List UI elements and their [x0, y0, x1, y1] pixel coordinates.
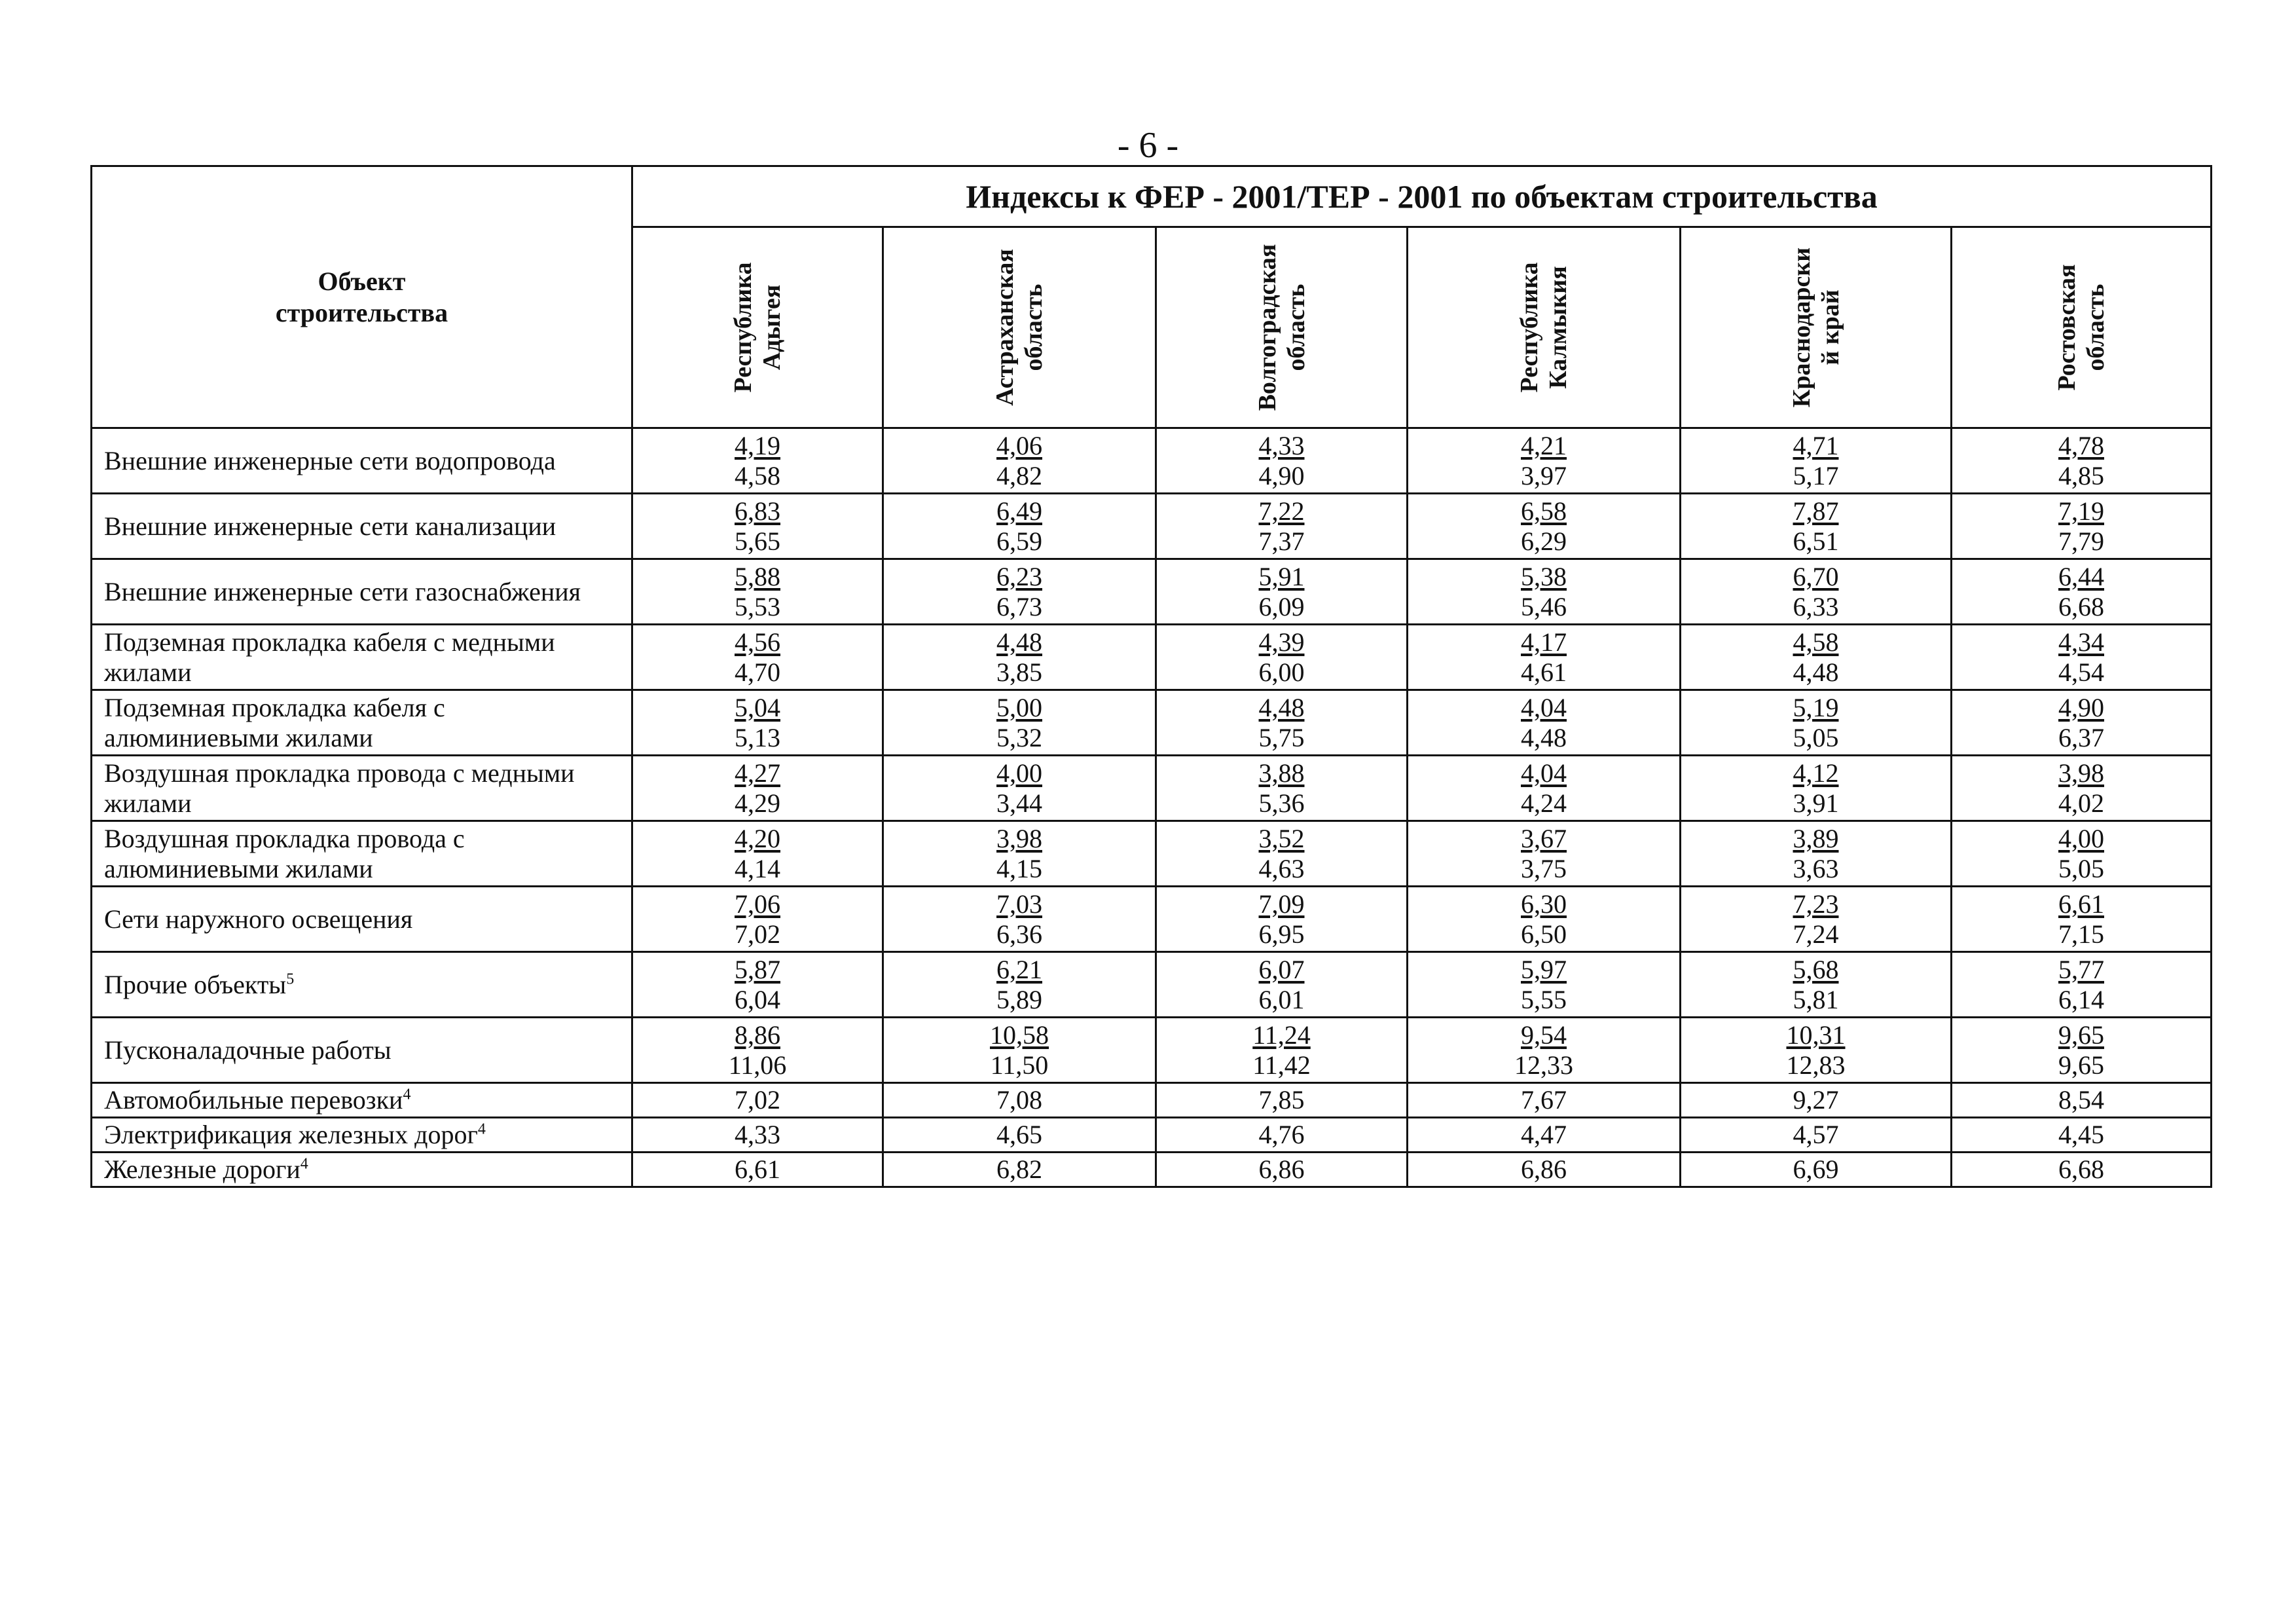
- table-row: [92, 887, 2212, 952]
- object-name: Электрификация железных дорог$^4$: [92, 1118, 632, 1153]
- index-cell: [632, 494, 883, 559]
- index-value-bottom: 4,82: [996, 460, 1042, 490]
- index-cell: [632, 887, 883, 952]
- index-value-top: 7,03: [996, 889, 1042, 919]
- index-cell: [1408, 690, 1681, 756]
- index-cell: [1408, 887, 1681, 952]
- index-value-bottom: 5,65: [735, 526, 780, 556]
- index-value-bottom: 5,13: [735, 722, 780, 752]
- table-row: [92, 690, 2212, 756]
- object-name: Внешние инженерные сети канализации: [92, 494, 632, 559]
- index-cell: [1681, 952, 1952, 1018]
- index-value-bottom: 3,75: [1521, 853, 1567, 883]
- index-value-bottom: 6,00: [1258, 657, 1305, 687]
- index-value-top: 5,87: [735, 954, 780, 984]
- index-value-top: 7,19: [2058, 496, 2104, 526]
- object-name: Прочие объекты$^5$: [92, 952, 632, 1018]
- table-row: [92, 559, 2212, 625]
- index-value-bottom: 4,48: [1521, 722, 1567, 752]
- index-value-bottom: 3,44: [996, 788, 1042, 818]
- index-value-bottom: 4,61: [1521, 657, 1567, 687]
- index-value-top: 6,49: [996, 496, 1042, 526]
- index-value-top: 5,19: [1793, 692, 1839, 722]
- index-cell: 4,76: [1156, 1118, 1408, 1153]
- index-value-top: 5,91: [1258, 561, 1305, 591]
- region-header-adygea: Республика Адыгея: [632, 227, 883, 428]
- index-cell: [632, 428, 883, 494]
- index-value-bottom: 7,15: [2058, 919, 2104, 949]
- object-name: Подземная прокладка кабеля с алюминиевыми жилами: [92, 690, 632, 756]
- index-value-bottom: 5,32: [996, 722, 1042, 752]
- index-cell: 4,33: [632, 1118, 883, 1153]
- index-cell: [1952, 428, 2212, 494]
- index-value-top: 4,00: [996, 758, 1042, 788]
- index-value-bottom: 4,02: [2058, 788, 2104, 818]
- index-value-top: 6,83: [735, 496, 780, 526]
- index-value-bottom: 7,37: [1258, 526, 1305, 556]
- index-value-top: 3,52: [1258, 823, 1305, 853]
- index-value-top: 8,86: [735, 1020, 780, 1050]
- object-name: Сети наружного освещения: [92, 887, 632, 952]
- object-name: Воздушная прокладка провода с медными жилами: [92, 756, 632, 821]
- index-value-top: 7,09: [1258, 889, 1305, 919]
- index-cell: [1408, 821, 1681, 887]
- index-cell: 6,68: [1952, 1153, 2212, 1187]
- index-value-top: 5,00: [996, 692, 1042, 722]
- index-value-top: 4,00: [2058, 823, 2104, 853]
- index-cell: [883, 690, 1156, 756]
- index-value-bottom: 4,29: [735, 788, 780, 818]
- object-name: Автомобильные перевозки$^4$: [92, 1083, 632, 1118]
- index-cell: [1156, 756, 1408, 821]
- index-cell: [1156, 428, 1408, 494]
- index-value-bottom: 3,97: [1521, 460, 1567, 490]
- index-value-top: 4,71: [1793, 430, 1839, 460]
- index-cell: [1952, 690, 2212, 756]
- index-value-bottom: 5,17: [1793, 460, 1839, 490]
- index-value-top: 4,27: [735, 758, 780, 788]
- index-cell: 9,27: [1681, 1083, 1952, 1118]
- index-value-bottom: 3,91: [1793, 788, 1839, 818]
- index-cell: [1408, 494, 1681, 559]
- index-cell: [632, 690, 883, 756]
- index-value-bottom: 4,48: [1793, 657, 1839, 687]
- index-cell: [883, 428, 1156, 494]
- index-cell: [883, 625, 1156, 690]
- index-value-top: 6,30: [1521, 889, 1567, 919]
- index-value-top: 4,04: [1521, 692, 1567, 722]
- index-cell: [632, 821, 883, 887]
- index-value-bottom: 4,90: [1258, 460, 1305, 490]
- table-row: [92, 625, 2212, 690]
- index-cell: [1408, 625, 1681, 690]
- index-cell: 6,69: [1681, 1153, 1952, 1187]
- index-cell: [1156, 887, 1408, 952]
- table-row: [92, 1153, 2212, 1187]
- index-value-bottom: 4,14: [735, 853, 780, 883]
- index-value-bottom: 6,14: [2058, 984, 2104, 1014]
- index-value-bottom: 12,83: [1786, 1050, 1846, 1080]
- index-cell: 6,61: [632, 1153, 883, 1187]
- index-value-bottom: 4,85: [2058, 460, 2104, 490]
- index-cell: [1156, 690, 1408, 756]
- index-cell: [883, 559, 1156, 625]
- index-cell: [632, 625, 883, 690]
- index-cell: 7,02: [632, 1083, 883, 1118]
- table-row: [92, 1083, 2212, 1118]
- index-cell: [1681, 559, 1952, 625]
- index-value-bottom: 6,01: [1258, 984, 1305, 1014]
- index-cell: [1952, 952, 2212, 1018]
- object-column-header: [92, 166, 632, 428]
- footnote-mark: 4: [477, 1120, 486, 1138]
- index-value-top: 6,61: [2058, 889, 2104, 919]
- object-name: Воздушная прокладка провода с алюминиевыми жилами: [92, 821, 632, 887]
- table-row: [92, 494, 2212, 559]
- index-value-top: 7,06: [735, 889, 780, 919]
- index-value-bottom: 5,05: [2058, 853, 2104, 883]
- table-row: [92, 952, 2212, 1018]
- index-value-bottom: 5,81: [1793, 984, 1839, 1014]
- index-value-bottom: 6,68: [2058, 591, 2104, 621]
- index-value-top: 5,68: [1793, 954, 1839, 984]
- index-cell: [632, 559, 883, 625]
- index-value-bottom: 5,05: [1793, 722, 1839, 752]
- index-value-top: 4,20: [735, 823, 780, 853]
- index-value-bottom: 6,59: [996, 526, 1042, 556]
- index-cell: 6,86: [1156, 1153, 1408, 1187]
- object-name: Внешние инженерные сети водопровода: [92, 428, 632, 494]
- index-cell: [1681, 428, 1952, 494]
- index-value-top: 5,97: [1521, 954, 1567, 984]
- index-value-bottom: 7,24: [1793, 919, 1839, 949]
- index-cell: [632, 756, 883, 821]
- index-cell: [1681, 756, 1952, 821]
- index-value-bottom: 6,37: [2058, 722, 2104, 752]
- index-value-bottom: 4,15: [996, 853, 1042, 883]
- index-value-top: 4,04: [1521, 758, 1567, 788]
- object-name: Пусконаладочные работы: [92, 1018, 632, 1083]
- index-value-top: 10,58: [990, 1020, 1049, 1050]
- index-value-bottom: 4,70: [735, 657, 780, 687]
- object-header-line-2: строительства: [275, 297, 448, 327]
- index-cell: [1952, 756, 2212, 821]
- index-cell: 4,45: [1952, 1118, 2212, 1153]
- region-header-kalmykia: Республика Калмыкия: [1408, 227, 1681, 428]
- index-value-bottom: 6,33: [1793, 591, 1839, 621]
- region-header-krasnodar: Краснодарски й край: [1681, 227, 1952, 428]
- index-cell: [1681, 625, 1952, 690]
- index-value-top: 3,98: [2058, 758, 2104, 788]
- index-value-bottom: 5,53: [735, 591, 780, 621]
- index-value-top: 6,21: [996, 954, 1042, 984]
- index-value-bottom: 6,51: [1793, 526, 1839, 556]
- index-cell: [1156, 494, 1408, 559]
- index-cell: [1408, 952, 1681, 1018]
- index-value-bottom: 11,42: [1252, 1050, 1311, 1080]
- object-name: Внешние инженерные сети газоснабжения: [92, 559, 632, 625]
- index-value-bottom: 12,33: [1514, 1050, 1573, 1080]
- index-cell: 4,65: [883, 1118, 1156, 1153]
- index-value-top: 4,58: [1793, 627, 1839, 657]
- index-cell: [883, 887, 1156, 952]
- index-cell: [1952, 821, 2212, 887]
- index-value-top: 6,44: [2058, 561, 2104, 591]
- index-value-top: 6,70: [1793, 561, 1839, 591]
- index-value-bottom: 3,63: [1793, 853, 1839, 883]
- index-cell: [1681, 821, 1952, 887]
- page-number: - 6 -: [1117, 125, 1179, 166]
- index-value-bottom: 6,50: [1521, 919, 1567, 949]
- index-value-bottom: 4,63: [1258, 853, 1305, 883]
- index-value-bottom: 7,79: [2058, 526, 2104, 556]
- index-value-bottom: 6,09: [1258, 591, 1305, 621]
- index-value-top: 4,21: [1521, 430, 1567, 460]
- index-cell: [1408, 756, 1681, 821]
- index-value-bottom: 6,36: [996, 919, 1042, 949]
- index-value-top: 7,23: [1793, 889, 1839, 919]
- index-value-bottom: 4,24: [1521, 788, 1567, 818]
- index-value-bottom: 5,75: [1258, 722, 1305, 752]
- index-value-bottom: 3,85: [996, 657, 1042, 687]
- index-value-top: 4,39: [1258, 627, 1305, 657]
- table-row: [92, 821, 2212, 887]
- region-header-rostov: Ростовская область: [1952, 227, 2212, 428]
- index-value-top: 5,38: [1521, 561, 1567, 591]
- footnote-mark: 4: [403, 1086, 411, 1103]
- index-value-bottom: 4,54: [2058, 657, 2104, 687]
- index-value-top: 4,56: [735, 627, 780, 657]
- index-value-bottom: 5,55: [1521, 984, 1567, 1014]
- index-value-bottom: 6,04: [735, 984, 780, 1014]
- object-name: Подземная прокладка кабеля с медными жилами: [92, 625, 632, 690]
- index-cell: [1952, 625, 2212, 690]
- index-value-bottom: 6,73: [996, 591, 1042, 621]
- index-value-top: 3,67: [1521, 823, 1567, 853]
- index-value-bottom: 11,50: [990, 1050, 1049, 1080]
- table-row: [92, 756, 2212, 821]
- index-value-top: 4,90: [2058, 692, 2104, 722]
- index-cell: [883, 952, 1156, 1018]
- index-value-top: 7,22: [1258, 496, 1305, 526]
- table-row: [92, 1018, 2212, 1083]
- index-value-top: 4,78: [2058, 430, 2104, 460]
- index-cell: [1156, 952, 1408, 1018]
- index-value-bottom: 7,02: [735, 919, 780, 949]
- index-value-top: 4,12: [1793, 758, 1839, 788]
- index-cell: [1156, 1018, 1408, 1083]
- index-cell: [1156, 821, 1408, 887]
- index-cell: [1408, 428, 1681, 494]
- index-value-bottom: 9,65: [2058, 1050, 2104, 1080]
- index-value-top: 10,31: [1786, 1020, 1846, 1050]
- index-value-top: 3,98: [996, 823, 1042, 853]
- table-row: [92, 428, 2212, 494]
- index-cell: 6,86: [1408, 1153, 1681, 1187]
- index-value-top: 6,07: [1258, 954, 1305, 984]
- region-header-astrakhan: Астраханская область: [883, 227, 1156, 428]
- index-cell: 4,57: [1681, 1118, 1952, 1153]
- index-cell: 7,67: [1408, 1083, 1681, 1118]
- index-cell: [1156, 559, 1408, 625]
- index-cell: [1952, 887, 2212, 952]
- index-cell: [1681, 494, 1952, 559]
- index-value-top: 3,88: [1258, 758, 1305, 788]
- index-value-bottom: 11,06: [728, 1050, 787, 1080]
- index-cell: 4,47: [1408, 1118, 1681, 1153]
- index-value-bottom: 5,36: [1258, 788, 1305, 818]
- index-cell: [1681, 690, 1952, 756]
- footnote-mark: 5: [286, 970, 295, 988]
- index-value-top: 4,33: [1258, 430, 1305, 460]
- index-value-top: 4,19: [735, 430, 780, 460]
- index-value-bottom: 5,89: [996, 984, 1042, 1014]
- table-main-title: Индексы к ФЕР - 2001/ТЕР - 2001 по объектам строительства: [632, 166, 2212, 227]
- index-value-bottom: 5,46: [1521, 591, 1567, 621]
- index-cell: [632, 1018, 883, 1083]
- index-value-top: 4,48: [1258, 692, 1305, 722]
- index-cell: [1408, 559, 1681, 625]
- index-cell: 6,82: [883, 1153, 1156, 1187]
- index-cell: 8,54: [1952, 1083, 2212, 1118]
- region-header-volgograd: Волгоградская область: [1156, 227, 1408, 428]
- index-value-top: 5,04: [735, 692, 780, 722]
- index-cell: [1952, 1018, 2212, 1083]
- index-cell: [1952, 494, 2212, 559]
- index-value-top: 4,34: [2058, 627, 2104, 657]
- index-cell: [1408, 1018, 1681, 1083]
- index-cell: [883, 756, 1156, 821]
- index-value-top: 5,88: [735, 561, 780, 591]
- index-cell: [883, 494, 1156, 559]
- index-value-bottom: 6,29: [1521, 526, 1567, 556]
- index-cell: [883, 821, 1156, 887]
- index-value-top: 4,06: [996, 430, 1042, 460]
- index-value-top: 9,54: [1521, 1020, 1567, 1050]
- index-cell: [1681, 1018, 1952, 1083]
- index-cell: [883, 1018, 1156, 1083]
- index-value-top: 6,58: [1521, 496, 1567, 526]
- index-value-bottom: 6,95: [1258, 919, 1305, 949]
- index-value-top: 11,24: [1252, 1020, 1311, 1050]
- index-cell: [1681, 887, 1952, 952]
- index-value-top: 3,89: [1793, 823, 1839, 853]
- index-value-top: 7,87: [1793, 496, 1839, 526]
- index-value-top: 9,65: [2058, 1020, 2104, 1050]
- table-row: [92, 1118, 2212, 1153]
- index-cell: [1156, 625, 1408, 690]
- index-value-top: 5,77: [2058, 954, 2104, 984]
- object-name: Железные дороги$^4$: [92, 1153, 632, 1187]
- index-table: [90, 165, 2212, 1188]
- index-cell: [632, 952, 883, 1018]
- index-value-top: 6,23: [996, 561, 1042, 591]
- index-cell: 7,08: [883, 1083, 1156, 1118]
- index-value-bottom: 4,58: [735, 460, 780, 490]
- index-value-top: 4,17: [1521, 627, 1567, 657]
- index-cell: 7,85: [1156, 1083, 1408, 1118]
- index-cell: [1952, 559, 2212, 625]
- object-header-line-1: Объект: [318, 266, 406, 296]
- index-value-top: 4,48: [996, 627, 1042, 657]
- footnote-mark: 4: [300, 1155, 308, 1173]
